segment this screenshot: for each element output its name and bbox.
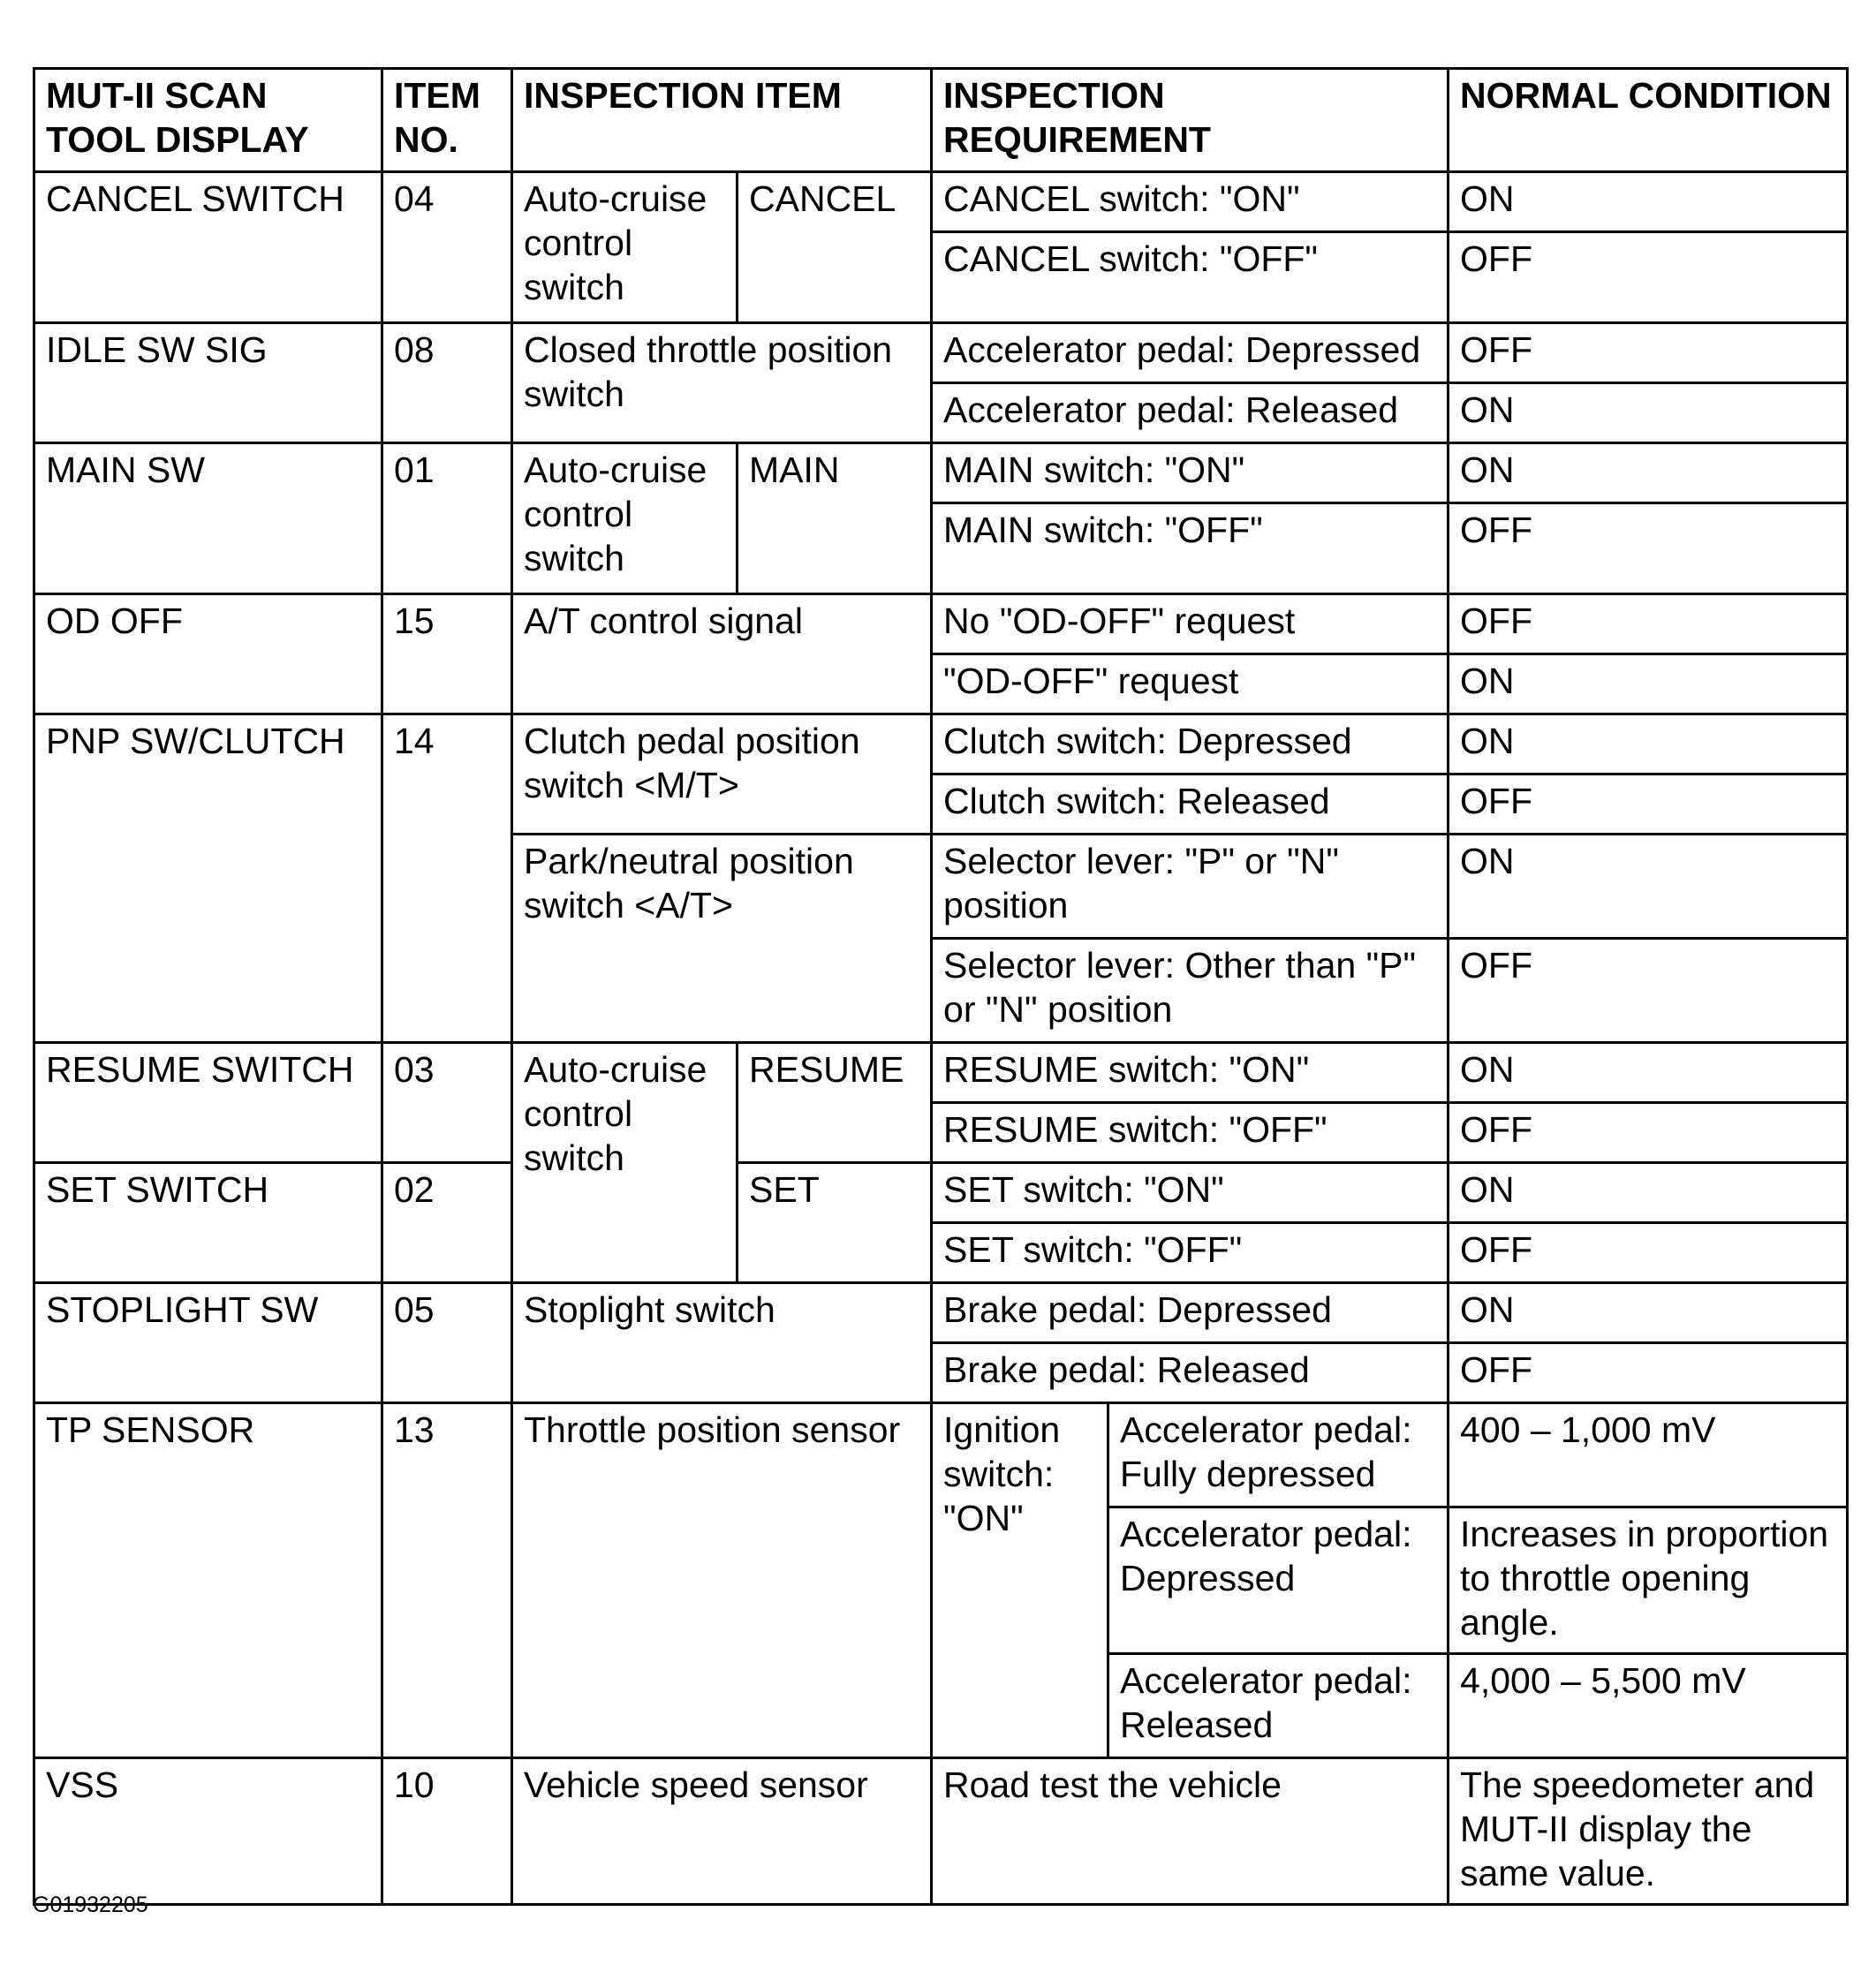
table-row [34, 323, 1848, 383]
condition-cell: 4,000 – 5,500 mV [1449, 1654, 1848, 1758]
inspection-item-cell: Closed throttle position switch [512, 323, 932, 443]
table-row [34, 1403, 1848, 1507]
requirement-cell: Selector lever: "P" or "N" position [932, 835, 1449, 939]
condition-cell: ON [1449, 1043, 1848, 1103]
table-row [34, 1283, 1848, 1343]
condition-cell: 400 – 1,000 mV [1449, 1403, 1848, 1507]
table-row [34, 1758, 1848, 1905]
inspection-subitem-cell: MAIN [738, 443, 932, 594]
condition-cell: ON [1449, 714, 1848, 774]
requirement-cell: CANCEL switch: "OFF" [932, 232, 1449, 323]
condition-cell: OFF [1449, 774, 1848, 835]
inspection-subitem-cell: CANCEL [738, 172, 932, 323]
table-row [34, 594, 1848, 654]
requirement-cell: CANCEL switch: "ON" [932, 172, 1449, 232]
condition-cell: OFF [1449, 232, 1848, 323]
item-no-cell: 08 [382, 323, 512, 443]
condition-cell: OFF [1449, 1343, 1848, 1403]
requirement-cell: MAIN switch: "ON" [932, 443, 1449, 503]
requirement-cell: Clutch switch: Released [932, 774, 1449, 835]
condition-cell: OFF [1449, 323, 1848, 383]
condition-cell: The speedometer and MUT-II display the same value. [1449, 1758, 1848, 1905]
condition-cell: ON [1449, 835, 1848, 939]
inspection-subitem-cell: SET [738, 1163, 932, 1283]
table-row [34, 1163, 1848, 1223]
requirement-cell: MAIN switch: "OFF" [932, 503, 1449, 594]
header-inspection-requirement: INSPECTION REQUIREMENT [932, 69, 1449, 172]
ignition-condition-cell: Ignition switch: "ON" [932, 1403, 1108, 1758]
condition-cell: OFF [1449, 1223, 1848, 1283]
requirement-cell: Clutch switch: Depressed [932, 714, 1449, 774]
header-item-no: ITEM NO. [382, 69, 512, 172]
header-row [34, 69, 1848, 172]
requirement-cell: Brake pedal: Depressed [932, 1283, 1449, 1343]
display-cell: OD OFF [34, 594, 382, 714]
table-row [34, 714, 1848, 774]
table-row [34, 443, 1848, 503]
inspection-item-cell: Throttle position sensor [512, 1403, 932, 1758]
inspection-item-cell: Auto-cruise control switch [512, 443, 738, 594]
display-cell: PNP SW/CLUTCH [34, 714, 382, 1043]
requirement-cell: Accelerator pedal: Depressed [1108, 1507, 1449, 1654]
inspection-item-cell: Clutch pedal position switch <M/T> [512, 714, 932, 835]
display-cell: STOPLIGHT SW [34, 1283, 382, 1403]
display-cell: IDLE SW SIG [34, 323, 382, 443]
condition-cell: OFF [1449, 594, 1848, 654]
inspection-item-cell: Stoplight switch [512, 1283, 932, 1403]
item-no-cell: 13 [382, 1403, 512, 1758]
item-no-cell: 02 [382, 1163, 512, 1283]
condition-cell: Increases in proportion to throttle opening angle. [1449, 1507, 1848, 1654]
condition-cell: ON [1449, 383, 1848, 443]
item-no-cell: 01 [382, 443, 512, 594]
inspection-subitem-cell: RESUME [738, 1043, 932, 1163]
display-cell: TP SENSOR [34, 1403, 382, 1758]
item-no-cell: 10 [382, 1758, 512, 1905]
requirement-cell: No "OD-OFF" request [932, 594, 1449, 654]
inspection-item-cell: Park/neutral position switch <A/T> [512, 835, 932, 1043]
requirement-cell: Selector lever: Other than "P" or "N" position [932, 939, 1449, 1043]
requirement-cell: RESUME switch: "OFF" [932, 1103, 1449, 1163]
requirement-cell: Accelerator pedal: Released [932, 383, 1449, 443]
requirement-cell: Road test the vehicle [932, 1758, 1449, 1905]
item-no-cell: 04 [382, 172, 512, 323]
item-no-cell: 14 [382, 714, 512, 1043]
item-no-cell: 05 [382, 1283, 512, 1403]
requirement-cell: Accelerator pedal: Depressed [932, 323, 1449, 383]
header-normal-condition: NORMAL CONDITION [1449, 69, 1848, 172]
condition-cell: OFF [1449, 1103, 1848, 1163]
display-cell: VSS [34, 1758, 382, 1905]
header-display: MUT-II SCAN TOOL DISPLAY [34, 69, 382, 172]
requirement-cell: SET switch: "ON" [932, 1163, 1449, 1223]
condition-cell: ON [1449, 1163, 1848, 1223]
display-cell: CANCEL SWITCH [34, 172, 382, 323]
requirement-cell: Accelerator pedal: Released [1108, 1654, 1449, 1758]
display-cell: MAIN SW [34, 443, 382, 594]
item-no-cell: 15 [382, 594, 512, 714]
requirement-cell: "OD-OFF" request [932, 654, 1449, 714]
condition-cell: ON [1449, 654, 1848, 714]
display-cell: RESUME SWITCH [34, 1043, 382, 1163]
requirement-cell: Brake pedal: Released [932, 1343, 1449, 1403]
inspection-item-cell: Auto-cruise control switch [512, 172, 738, 323]
header-inspection-item: INSPECTION ITEM [512, 69, 932, 172]
table-row [34, 172, 1848, 232]
table-row [34, 1043, 1848, 1103]
condition-cell: ON [1449, 1283, 1848, 1343]
inspection-item-cell: Vehicle speed sensor [512, 1758, 932, 1905]
condition-cell: ON [1449, 443, 1848, 503]
display-cell: SET SWITCH [34, 1163, 382, 1283]
inspection-table [33, 67, 1849, 1906]
inspection-item-cell: A/T control signal [512, 594, 932, 714]
requirement-cell: RESUME switch: "ON" [932, 1043, 1449, 1103]
item-no-cell: 03 [382, 1043, 512, 1163]
condition-cell: OFF [1449, 939, 1848, 1043]
inspection-item-cell: Auto-cruise control switch [512, 1043, 738, 1283]
condition-cell: ON [1449, 172, 1848, 232]
figure-id: G01932205 [33, 1893, 148, 1917]
requirement-cell: SET switch: "OFF" [932, 1223, 1449, 1283]
condition-cell: OFF [1449, 503, 1848, 594]
requirement-cell: Accelerator pedal: Fully depressed [1108, 1403, 1449, 1507]
